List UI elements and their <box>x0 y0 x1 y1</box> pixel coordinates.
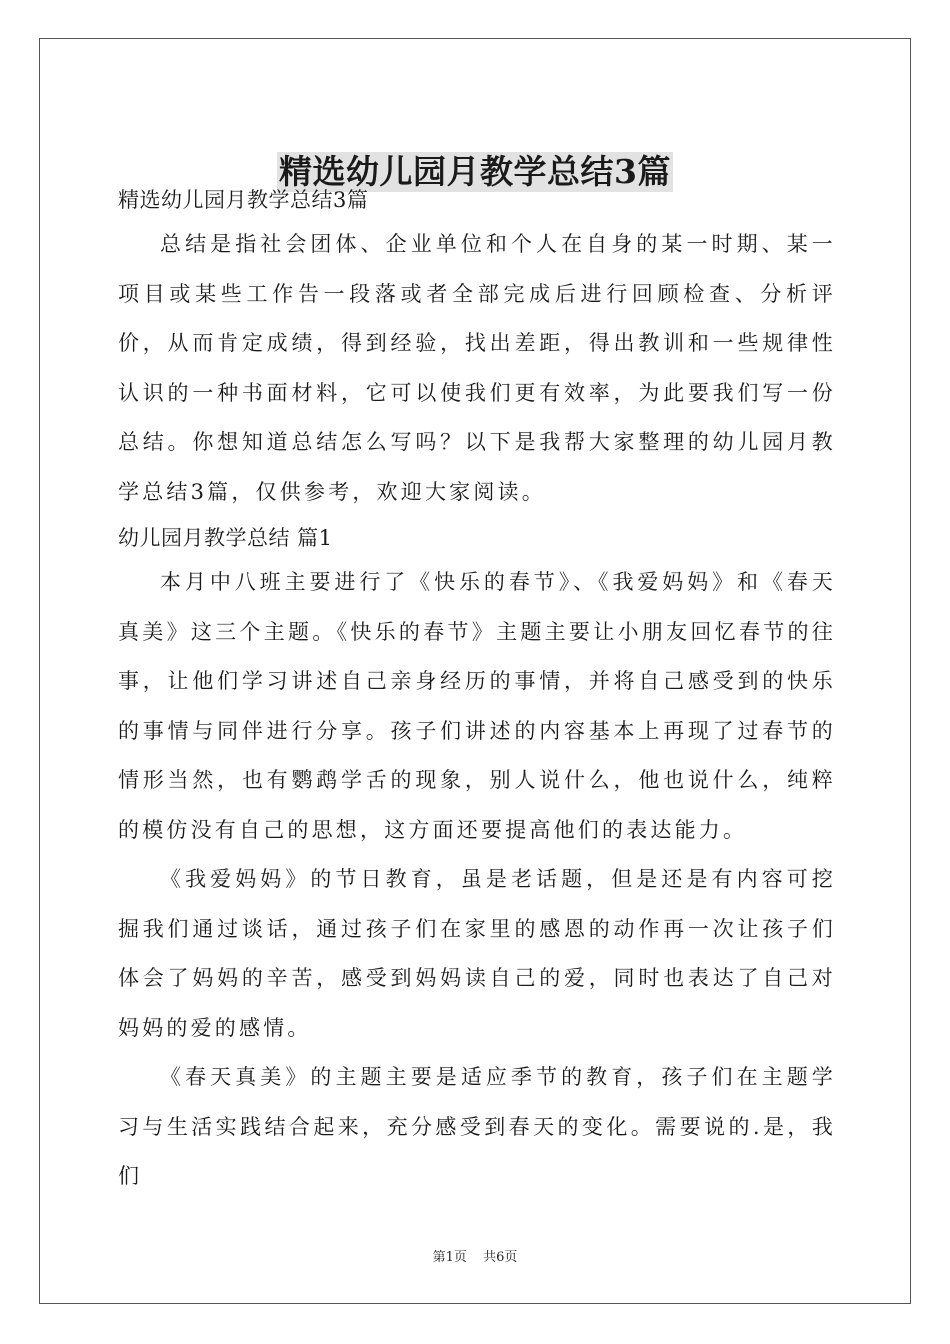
body-paragraph: 《我爱妈妈》的节日教育，虽是老话题，但是还是有内容可挖掘我们通过谈话，通过孩子们在家里的感恩的动作再一次让孩子们体会了妈妈的辛苦，感受到妈妈读自己的爱，同时也表达了自己对妈妈的爱的感情。 <box>118 867 836 1040</box>
body-paragraph: 《春天真美》的主题主要是适应季节的教育，孩子们在主题学习与生活实践结合起来，充分感受到春天的变化。需要说的.是，我们 <box>118 1065 836 1188</box>
document-subtitle: 精选幼儿园月教学总结3篇 <box>118 188 369 212</box>
document-title: 精选幼儿园月教学总结3篇 <box>279 152 671 192</box>
page-number: 第1页 <box>432 1250 467 1265</box>
intro-paragraph: 总结是指社会团体、企业单位和个人在自身的某一时期、某一项目或某些工作告一段落或者全部完成后进行回顾检查、分析评价，从而肯定成绩，得到经验，找出差距，得出教训和一些规律性认识的一种书面材料，它可以使我们更有效率，为此要我们写一份总结。你想知道总结怎么写吗？以下是我帮大家整理的幼儿园月教学总结3篇，仅供参考，欢迎大家阅读。 <box>118 232 836 504</box>
page-footer <box>0 1246 950 1265</box>
body-paragraph: 本月中八班主要进行了《快乐的春节》、《我爱妈妈》和《春天真美》这三个主题。《快乐的春节》主题主要让小朋友回忆春节的往事，让他们学习讲述自己亲身经历的事情，并将自己感受到的快乐的事情与同伴进行分享。孩子们讲述的内容基本上再现了过春节的情形当然，也有鹦鹉学舌的现象，别人说什么，他也说什么，纯粹的模仿没有自己的思想，这方面还要提高他们的表达能力。 <box>118 570 836 842</box>
document-body <box>118 180 836 1202</box>
page-total: 共6页 <box>483 1250 518 1265</box>
section-heading: 幼儿园月教学总结 篇1 <box>118 526 333 550</box>
